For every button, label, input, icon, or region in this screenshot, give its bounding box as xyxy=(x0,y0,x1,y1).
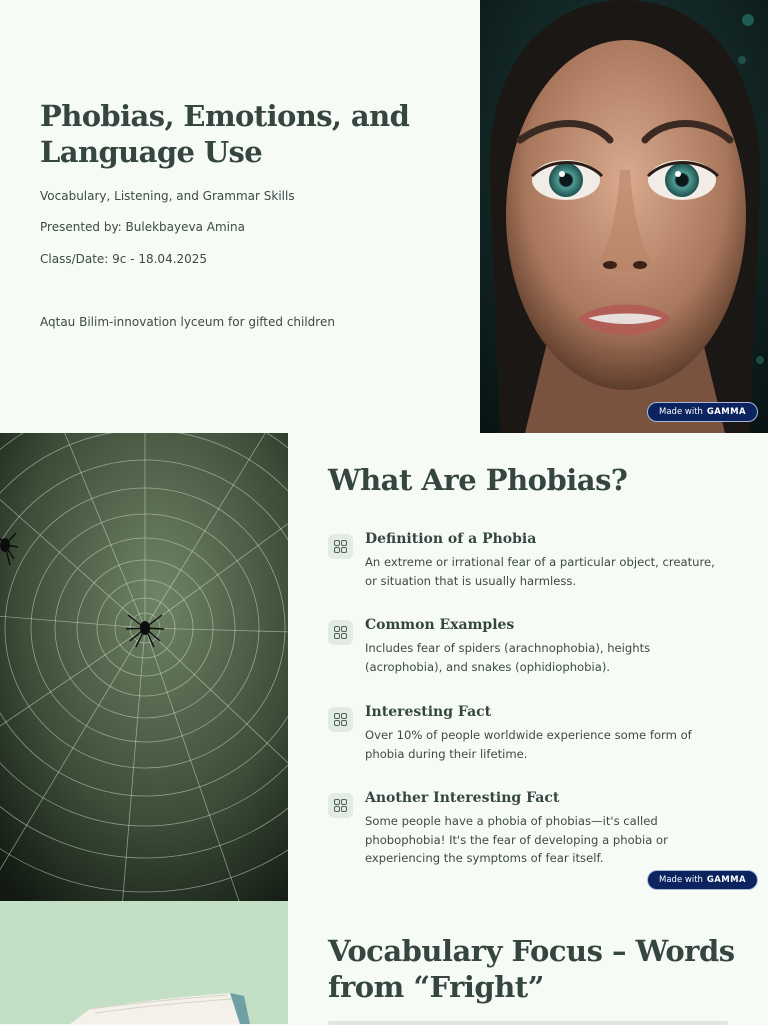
badge-brand: GAMMA xyxy=(706,875,746,885)
grid-icon xyxy=(328,793,353,818)
item-text: An extreme or irrational fear of a particular object, creature, or situation that is usually harmless. xyxy=(365,555,715,588)
item-heading: Common Examples xyxy=(365,617,515,633)
fearful-woman-image xyxy=(480,0,768,433)
book-image xyxy=(0,901,288,1024)
content-card-top xyxy=(328,1021,728,1025)
grid-icon xyxy=(328,620,353,645)
grid-icon xyxy=(328,707,353,732)
item-heading: Definition of a Phobia xyxy=(365,531,537,547)
badge-prefix: Made with xyxy=(659,407,703,417)
badge-brand: GAMMA xyxy=(706,407,746,417)
slide-vocabulary-focus xyxy=(0,901,768,1024)
school-name: Aqtau Bilim-innovation lyceum for gifted children xyxy=(40,315,335,329)
item-text: Over 10% of people worldwide experience some form of phobia during their lifetime. xyxy=(365,728,692,761)
section-title: What Are Phobias? xyxy=(328,463,628,497)
slide-title xyxy=(0,0,768,433)
slide-what-are-phobias xyxy=(0,433,768,901)
class-date: Class/Date: 9c - 18.04.2025 xyxy=(40,252,208,266)
item-heading: Interesting Fact xyxy=(365,704,492,720)
section-title: Vocabulary Focus – Words from “Fright” xyxy=(328,934,735,1004)
item-text: Includes fear of spiders (arachnophobia), heights (acrophobia), and snakes (ophidiophobia). xyxy=(365,641,651,674)
made-with-gamma-badge[interactable] xyxy=(647,870,758,890)
grid-icon xyxy=(328,534,353,559)
badge-prefix: Made with xyxy=(659,875,703,885)
presenter: Presented by: Bulekbayeva Amina xyxy=(40,220,245,234)
item-text: Some people have a phobia of phobias—it's called phobophobia! It's the fear of developing a phobia or experiencing the symptoms of fear itself. xyxy=(365,814,668,865)
subtitle: Vocabulary, Listening, and Grammar Skills xyxy=(40,189,295,203)
page-title: Phobias, Emotions, and Language Use xyxy=(40,99,410,169)
made-with-gamma-badge[interactable] xyxy=(647,402,758,422)
spider-web-image xyxy=(0,433,288,901)
item-heading: Another Interesting Fact xyxy=(365,790,560,806)
